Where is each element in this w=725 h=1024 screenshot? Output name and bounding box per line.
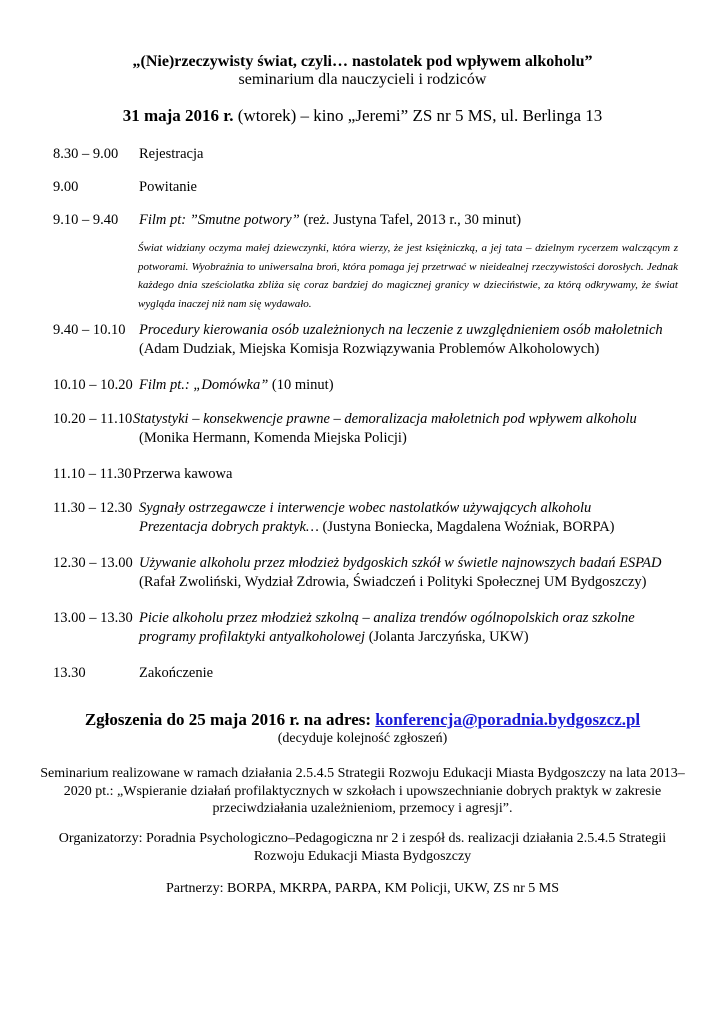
schedule-time: 11.30 – 12.30 — [53, 500, 133, 516]
schedule-text: Przerwa kawowa — [133, 466, 233, 482]
schedule-time: 9.40 – 10.10 — [53, 322, 126, 338]
registration-order-note: (decyduje kolejność zgłoszeń) — [277, 731, 448, 746]
schedule-time: 9.00 — [53, 179, 79, 195]
date-location — [0, 106, 725, 126]
session-speaker — [139, 628, 699, 647]
schedule-text — [133, 410, 693, 448]
schedule-text — [139, 321, 699, 359]
session-speaker — [139, 518, 699, 537]
strategy-paragraph: Seminarium realizowane w ramach działania 2.5.4.5 Strategii Rozwoju Edukacji Miasta Bydgoszczy na lata 2013–2020 pt.: „Wspieranie działań profilaktycznych w szkołach i upowszechnianie dobrych praktyk w zakresie przeciwdziałania uzależnieniom, przemocy i agresji”. — [40, 766, 685, 816]
seminar-venue: (wtorek) – kino „Jeremi” ZS nr 5 MS, ul. Berlinga 13 — [233, 106, 603, 125]
session-subtitle: programy profilaktyki antyalkoholowej — [139, 629, 366, 645]
schedule-time: 9.10 – 9.40 — [53, 212, 119, 228]
schedule-text — [139, 211, 699, 230]
seminar-date: 31 maja 2016 r. — [122, 106, 234, 125]
schedule-text — [139, 609, 699, 647]
session-title: Używanie alkoholu przez młodzież bydgoskich szkół w świetle najnowszych badań ESPAD — [139, 555, 662, 571]
schedule-text: Powitanie — [139, 179, 197, 195]
registration-text: Zgłoszenia do 25 maja 2016 r. na adres: — [84, 710, 376, 729]
session-presenters: (Jolanta Jarczyńska, UKW) — [365, 629, 529, 645]
film-details: (reż. Justyna Tafel, 2013 r., 30 minut) — [299, 212, 522, 228]
session-presenters: (Justyna Boniecka, Magdalena Woźniak, BORPA) — [318, 519, 615, 535]
schedule-text: Zakończenie — [139, 665, 214, 681]
session-title: Procedury kierowania osób uzależnionych na leczenie z uwzględnieniem osób małoletnich — [139, 322, 663, 338]
schedule-text — [139, 499, 699, 537]
film-title: Film pt: ”Smutne potwory” — [139, 212, 300, 228]
film-details: (10 minut) — [268, 377, 334, 393]
seminar-subtitle: seminarium dla nauczycieli i rodziców — [238, 71, 487, 88]
schedule-time: 8.30 – 9.00 — [53, 146, 119, 162]
schedule-time: 13.00 – 13.30 — [53, 610, 133, 626]
schedule-text — [139, 554, 699, 592]
schedule-time: 11.10 – 11.30 — [53, 466, 132, 482]
registration-email-link[interactable]: konferencja@poradnia.bydgoszcz.pl — [375, 710, 641, 729]
partners-paragraph: Partnerzy: BORPA, MKRPA, PARPA, KM Policji, UKW, ZS nr 5 MS — [166, 881, 559, 896]
schedule-time: 13.30 — [53, 665, 86, 681]
registration-line — [0, 710, 725, 730]
session-title: Picie alkoholu przez młodzież szkolną – analiza trendów ogólnopolskich oraz szkolne — [139, 610, 635, 626]
seminar-title: „(Nie)rzeczywisty świat, czyli… nastolatek pod wpływem alkoholu” — [132, 53, 593, 70]
session-title: Sygnały ostrzegawcze i interwencje wobec nastolatków używających alkoholu — [139, 500, 592, 516]
organizers-paragraph: Organizatorzy: Poradnia Psychologiczno–Pedagogiczna nr 2 i zespół ds. realizacji działania 2.5.4.5 Strategii Rozwoju Edukacji Miasta Bydgoszczy — [58, 831, 667, 864]
session-speaker: (Rafał Zwoliński, Wydział Zdrowia, Świadczeń i Polityki Społecznej UM Bydgoszczy) — [139, 574, 647, 590]
schedule-text: Rejestracja — [139, 146, 204, 162]
session-speaker: (Adam Dudziak, Miejska Komisja Rozwiązywania Problemów Alkoholowych) — [139, 341, 600, 357]
session-speaker: (Monika Hermann, Komenda Miejska Policji) — [139, 430, 407, 446]
schedule-text — [139, 376, 699, 395]
film-description: Świat widziany oczyma małej dziewczynki, która wierzy, że jest księżniczką, a jej tata – dzielnym rycerzem walczącym z potworami. Wyobraźnia to uniwersalna broń, która pomaga jej przetrwać w nieidealnej rzeczywistości dorosłych. Jednak każdego dnia sześciolatka zbliża się coraz bardziej do magicznej granicy w dzieciństwie, za którą odkrywamy, że świat wygląda inaczej niż nam się wydawało. — [138, 242, 678, 310]
film-title: Film pt.: „Domówka” — [139, 377, 269, 393]
schedule-time: 12.30 – 13.00 — [53, 555, 133, 571]
schedule-time: 10.10 – 10.20 — [53, 377, 133, 393]
schedule-time: 10.20 – 11.10 — [53, 411, 133, 427]
session-subtitle: Prezentacja dobrych praktyk… — [139, 519, 319, 535]
session-title: Statystyki – konsekwencje prawne – demoralizacja małoletnich pod wpływem alkoholu — [133, 411, 637, 427]
